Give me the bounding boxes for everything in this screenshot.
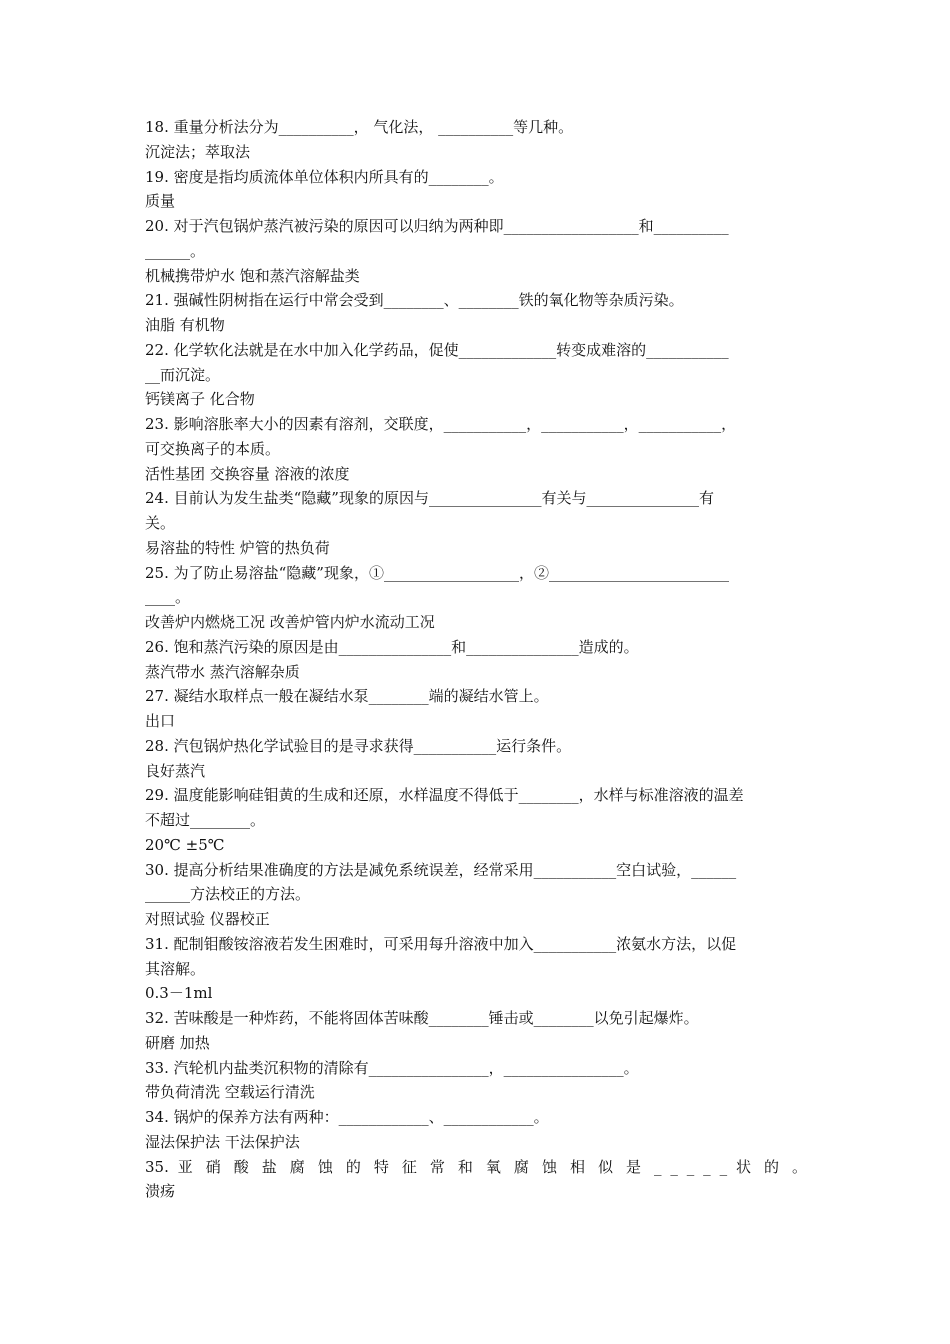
q30-text-cont: ______方法校正的方法。 [145, 885, 311, 904]
q26-answer: 蒸汽带水 蒸汽溶解杂质 [145, 662, 300, 681]
q22-text-cont: __而沉淀。 [145, 365, 221, 384]
q28-text: 28. 汽包锅炉热化学试验目的是寻求获得___________运行条件。 [145, 736, 572, 755]
q35-answer: 溃疡 [145, 1182, 176, 1201]
q32-answer: 研磨 加热 [145, 1033, 210, 1052]
q34-text: 34. 锅炉的保养方法有两种：____________、____________。 [145, 1108, 549, 1126]
q33-answer: 带负荷清洗 空载运行清洗 [145, 1083, 315, 1102]
q35-text: 35. 亚 硝 酸 盐 腐 蚀 的 特 征 常 和 氧 腐 蚀 相 似 是 _ _ _ _ _ 状 的 。 [145, 1157, 807, 1176]
q20-text: 20. 对于汽包锅炉蒸汽被污染的原因可以归纳为两种即__________________和__________ [145, 217, 729, 235]
q20-text-cont: ______。 [145, 241, 206, 260]
q20-answer: 机械携带炉水 饱和蒸汽溶解盐类 [145, 266, 360, 285]
q32-text: 32. 苦味酸是一种炸药，不能将固体苦味酸________锤击或________以免引起爆炸。 [145, 1009, 699, 1027]
q22-answer: 钙镁离子 化合物 [145, 390, 255, 409]
q31-text-cont: 其溶解。 [145, 959, 206, 978]
q30-answer: 对照试验 仪器校正 [145, 910, 270, 928]
q23-text: 23. 影响溶胀率大小的因素有溶剂，交联度，___________，___________，___________， [145, 415, 737, 433]
q24-answer: 易溶盐的特性 炉管的热负荷 [145, 538, 330, 557]
q30-text: 30. 提高分析结果准确度的方法是减免系统误差，经常采用___________空白试验，______ [145, 860, 737, 879]
q23-text-cont: 可交换离子的本质。 [145, 439, 281, 458]
q29-answer: 20℃ ±5℃ [145, 835, 225, 854]
q21-answer: 油脂 有机物 [145, 316, 225, 334]
q33-text: 33. 汽轮机内盐类沉积物的清除有________________，________________。 [145, 1058, 639, 1077]
q27-text: 27. 凝结水取样点一般在凝结水泵________端的凝结水管上。 [145, 687, 549, 706]
q27-answer: 出口 [145, 712, 176, 730]
q29-text: 29. 温度能影响硅钼黄的生成和还原，水样温度不得低于________，水样与标准溶液的温差 [145, 786, 744, 805]
q24-text: 24. 目前认为发生盐类“隐藏”现象的原因与_______________有关与_______________有 [145, 489, 714, 508]
q23-answer: 活性基团 交换容量 溶液的浓度 [145, 464, 350, 483]
q29-text-cont: 不超过________。 [145, 811, 266, 829]
q18-text: 18. 重量分析法分为__________， 气化法， __________等几种。 [145, 118, 574, 136]
q25-answer: 改善炉内燃烧工况 改善炉管内炉水流动工况 [145, 613, 435, 631]
q31-answer: 0.3－1ml [145, 984, 213, 1003]
q24-text-cont: 关。 [145, 514, 176, 532]
q19-text: 19. 密度是指均质流体单位体积内所具有的________。 [145, 167, 504, 186]
q19-answer: 质量 [145, 192, 176, 211]
q34-answer: 湿法保护法 干法保护法 [145, 1132, 300, 1151]
q18-answer: 沉淀法；萃取法 [145, 142, 251, 161]
q31-text: 31. 配制钼酸铵溶液若发生困难时，可采用每升溶液中加入___________浓氨水方法，以促 [145, 934, 737, 953]
q22-text: 22. 化学软化法就是在水中加入化学药品，促使_____________转变成难溶的___________ [145, 340, 729, 359]
question-list [145, 115, 807, 1204]
q28-answer: 良好蒸汽 [145, 761, 206, 780]
q25-text: 25. 为了防止易溶盐“隐藏”现象，①__________________，②________________________ [145, 563, 729, 582]
q26-text: 26. 饱和蒸汽污染的原因是由_______________和_______________造成的。 [145, 637, 639, 656]
q25-text-cont: ____。 [145, 588, 191, 607]
q21-text: 21. 强碱性阴树指在运行中常会受到________、________铁的氧化物等杂质污染。 [145, 291, 684, 310]
